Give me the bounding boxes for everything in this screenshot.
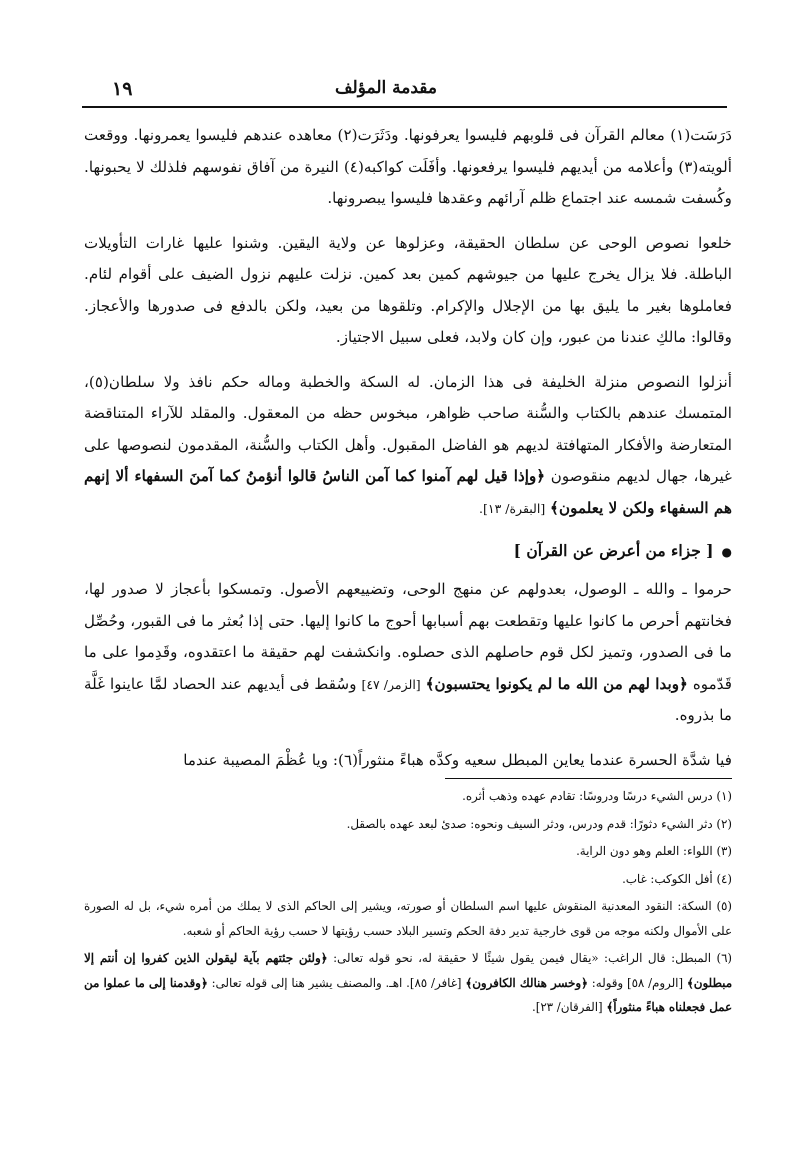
footnote-verse-ghafir: ﴿وخسر هنالك الكافرون﴾ bbox=[465, 975, 588, 990]
footnote-1: (١) درس الشيء درسًا ودروسًا: تقادم عهده وذهب أثره. bbox=[462, 789, 732, 803]
paragraph-4-text-end: وسُقط فى أيديهم عند الحصاد لمَّا عاينوا غَلَّة ما بذروه. bbox=[84, 674, 732, 724]
paragraph-3-text: أنزلوا النصوص منزلة الخليفة فى هذا الزمان. له السكة والخطبة وماله حكم نافذ ولا سلطان(٥)، المتمسك عندهم بالكتاب والسُّنة صاحب ظواهر، مبخوس حظه من المعقول. والمقلد للآراء المتناقضة المتعارضة والأفكار المتهافتة لديهم هو الفاضل المقبول. وأهل الكتاب والسُّنة، المقدمون لنصوصها على غيرها، جهال لديهم منقوصون bbox=[84, 372, 733, 485]
quran-verse-zumar: ﴿وبدا لهم من الله ما لم يكونوا يحتسبون﴾ bbox=[425, 674, 688, 693]
footnote-6-text: (٦) المبطل: قال الراغب: «يقال فيمن يقول شيئًا لا حقيقة له، نحو قوله تعالى: bbox=[333, 951, 733, 965]
section-heading bbox=[84, 537, 732, 566]
paragraph-5: فيا شدَّة الحسرة عندما يعاين المبطل سعيه وكدَّه هباءً منثوراً(٦): ويا عُظْمَ المصيبة عندما bbox=[183, 750, 732, 769]
running-title: مقدمة المؤلف bbox=[334, 78, 437, 98]
section-heading-text: [ جزاء من أعرض عن القرآن ] bbox=[513, 541, 714, 560]
main-text bbox=[84, 120, 732, 789]
footnote-6-text-3: [غافر/ ٨٥]. اهـ. والمصنف يشير هنا إلى قوله تعالى: bbox=[211, 975, 462, 990]
paragraph-4 bbox=[84, 574, 732, 732]
page-header bbox=[82, 74, 727, 108]
footnote-5: (٥) السكة: النقود المعدنية المنقوش عليها اسم السلطان أو صورته، ويشير إلى الحاكم الذى لا يملك من أمره شيء، بل له الصورة على الأموال ولكنه موجه من قوى خارجية تدير دفة الحكم وتسير البلاد حسب رؤيتها لا حسب رؤية الحاكم أو شعبه. bbox=[84, 899, 732, 938]
paragraph-4-text: حرموا ـ والله ـ الوصول، بعدولهم عن منهج الوحى، وتضييعهم الأصول. وتمسكوا بأعجاز لا صدور لها، فخانتهم أحرص ما كانوا عليها وتقطعت بهم أسبابها أحوج ما كانوا إليها. حتى إذا بُعثر ما فى القبور، وحُصِّل ما فى الصدور، وتميز لكل قوم حاصلهم الذى حصلوه. وانكشفت لهم حقيقة ما اعتقدوه، وقَدِموا على ما قَدّموه bbox=[84, 580, 733, 693]
footnote-separator bbox=[445, 778, 732, 779]
paragraph-1: دَرَسَت(١) معالم القرآن فى قلوبهم فليسوا يعرفونها. ودَثَرَت(٢) معاهده عندهم فليسوا يعمرونها. ووقعت ألويته(٣) وأعلامه من أيديهم فليسوا يرفعونها. وأفَلَت كواكبه(٤) النيرة من آفاق نفوسهم فلذلك لا يحبونها. وكُسفت شمسه عند اجتماع ظلم آرائهم وعقدها فليسوا يبصرونها. bbox=[84, 126, 732, 207]
paragraph-3 bbox=[84, 367, 732, 525]
footnote-verse-furqan: ﴿وقدمنا إلى ما عملوا من عمل فجعلناه هباءً منثوراً﴾ bbox=[84, 975, 732, 1014]
footnote-6 bbox=[84, 946, 732, 1020]
footnote-6-citation: [الفرقان/ ٢٣]. bbox=[531, 1000, 603, 1014]
footnotes bbox=[84, 784, 732, 1023]
quran-verse-baqarah: ﴿وإذا قيل لهم آمنوا كما آمن الناسُ قالوا أنؤمنُ كما آمنَ السفهاء ألا إنهم هم السفهاء ولكن لا يعلمون﴾ bbox=[84, 467, 732, 517]
footnote-3: (٣) اللواء: العلم وهو دون الراية. bbox=[576, 844, 732, 858]
footnote-4: (٤) أفل الكوكب: غاب. bbox=[622, 871, 732, 886]
verse-citation-zumar: [الزمر/ ٤٧] bbox=[361, 676, 421, 692]
footnote-verse-rum: ﴿ولئن جئتهم بآية ليقولن الذين كفروا إن أنتم إلا مبطلون﴾ bbox=[84, 951, 733, 990]
page-number: ١٩ bbox=[112, 78, 133, 100]
header-rule bbox=[82, 106, 727, 108]
footnote-2: (٢) دثر الشيء دثورًا: قدم ودرس، ودثر السيف ونحوه: صدئ لبعد عهده بالصقل. bbox=[346, 816, 732, 831]
paragraph-2: خلعوا نصوص الوحى عن سلطان الحقيقة، وعزلوها عن ولاية اليقين. وشنوا عليها غارات التأويلات الباطلة. فلا يزال يخرج عليها من جيوشهم كمين بعد كمين. نزلت عليهم نزول الضيف على أقوام لئام. فعاملوها بغير ما يليق بها من الإجلال والإكرام. وتلقوها من بعيد، ولكن بالدفع فى صدورها والأعجاز. وقالوا: مالكِ عندنا من عبور، وإن كان ولابد، فعلى سبيل الاجتياز. bbox=[84, 233, 732, 346]
bullet-icon: ● bbox=[721, 545, 732, 559]
footnote-6-text-2: [الروم/ ٥٨] وقوله: bbox=[591, 975, 684, 990]
verse-citation-baqarah: [البقرة/ ١٣]. bbox=[479, 500, 546, 516]
